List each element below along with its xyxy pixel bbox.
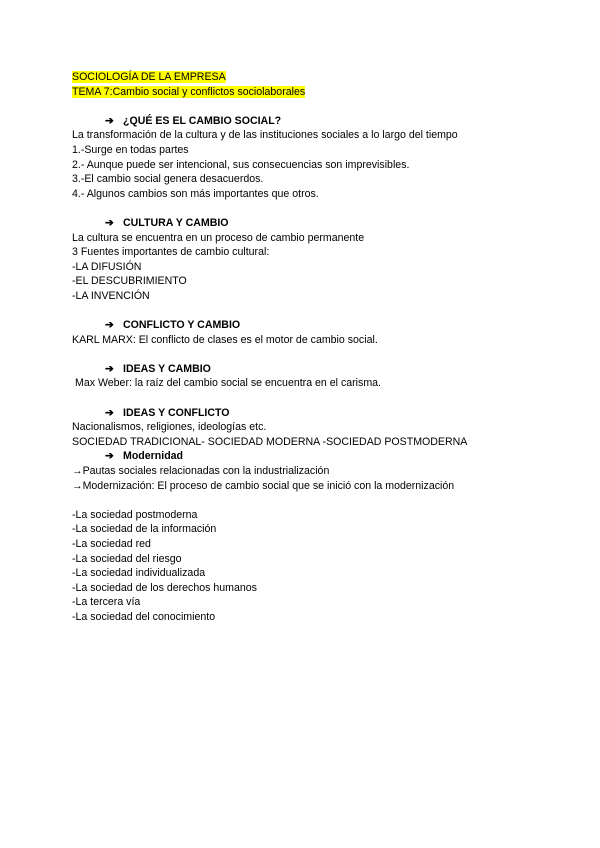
section-heading-cultura-cambio: ➔ CULTURA Y CAMBIO: [105, 216, 229, 229]
definition-text: La transformación de la cultura y de las instituciones sociales a lo largo del tiempo: [72, 129, 458, 142]
arrow-icon: ➔: [105, 216, 114, 229]
paragraph-line: 3 Fuentes importantes de cambio cultural:: [72, 246, 270, 259]
subheading-modernidad: ➔ Modernidad: [105, 450, 184, 463]
list-item: -EL DESCUBRIMIENTO: [72, 275, 187, 288]
paragraph-line: Nacionalismos, religiones, ideologías etc.: [72, 421, 267, 434]
list-item: 3.-El cambio social genera desacuerdos.: [72, 173, 264, 186]
list-item: -La sociedad del riesgo: [72, 552, 182, 565]
document-subtitle: TEMA 7:Cambio social y conflictos sociolaborales: [72, 85, 306, 98]
arrow-icon: ➔: [105, 406, 114, 419]
paragraph-line: →Pautas sociales relacionadas con la industrialización: [72, 465, 330, 478]
list-item: -La sociedad postmoderna: [72, 508, 198, 521]
list-item: -La tercera vía: [72, 596, 141, 609]
list-item: 4.- Algunos cambios son más importantes que otros.: [72, 187, 319, 200]
paragraph-line: →Modernización: El proceso de cambio social que se inició con la modernización: [72, 479, 455, 492]
document-body: [72, 70, 542, 625]
list-item: -LA DIFUSIÓN: [72, 260, 142, 273]
document-title: SOCIOLOGÍA DE LA EMPRESA: [72, 71, 226, 83]
list-item: -La sociedad individualizada: [72, 567, 206, 580]
paragraph-line: KARL MARX: El conflicto de clases es el motor de cambio social.: [72, 333, 378, 346]
document-subtitle-line: [72, 85, 542, 100]
document-title-line: [72, 70, 542, 85]
list-item: 2.- Aunque puede ser intencional, sus consecuencias son imprevisibles.: [72, 158, 410, 171]
arrow-icon: ➔: [105, 362, 114, 375]
paragraph-line: Max Weber: la raíz del cambio social se encuentra en el carisma.: [75, 377, 381, 390]
section-heading-ideas-conflicto: ➔ IDEAS Y CONFLICTO: [105, 406, 230, 419]
section-heading-cambio-social: ➔ ¿QUÉ ES EL CAMBIO SOCIAL?: [105, 114, 282, 127]
list-item: -La sociedad de los derechos humanos: [72, 581, 257, 594]
list-item: -LA INVENCIÓN: [72, 289, 150, 302]
arrow-icon: ➔: [105, 319, 114, 332]
list-item: 1.-Surge en todas partes: [72, 143, 189, 156]
section-heading-conflicto-cambio: ➔ CONFLICTO Y CAMBIO: [105, 319, 241, 332]
arrow-icon: ➔: [105, 114, 114, 127]
list-item: -La sociedad de la información: [72, 523, 217, 536]
arrow-icon: ➔: [105, 450, 114, 463]
list-item: -La sociedad red: [72, 538, 151, 550]
paragraph-line: SOCIEDAD TRADICIONAL- SOCIEDAD MODERNA -SOCIEDAD POSTMODERNA: [72, 435, 468, 448]
section-heading-ideas-cambio: ➔ IDEAS Y CAMBIO: [105, 362, 211, 375]
list-item: -La sociedad del conocimiento: [72, 610, 216, 623]
paragraph-line: La cultura se encuentra en un proceso de cambio permanente: [72, 231, 365, 244]
